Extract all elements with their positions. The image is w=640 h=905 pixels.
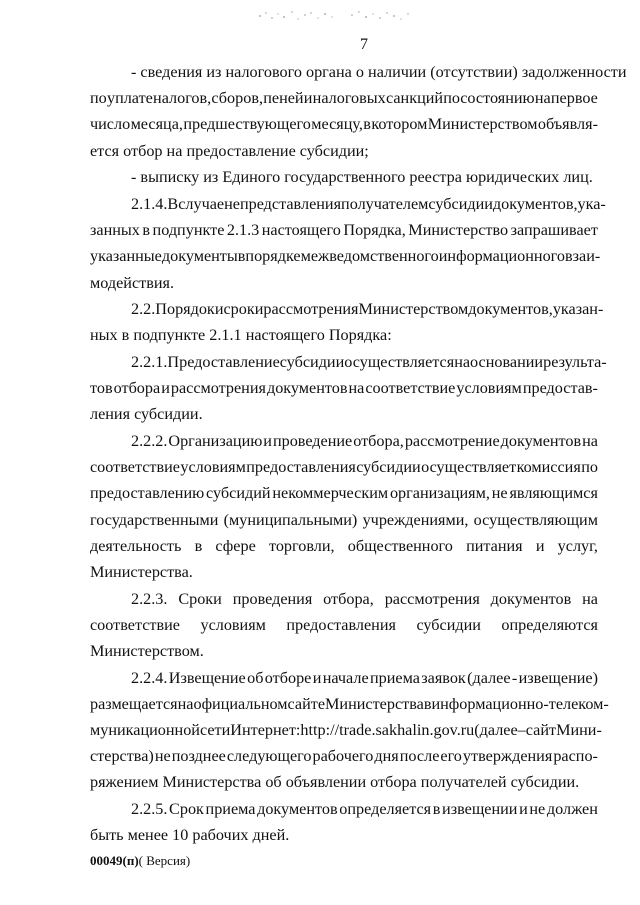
text-line: Министерством.	[90, 642, 204, 660]
text-line: стерства) не позднее следующего рабочего дня после его утверждения распо-	[90, 747, 598, 765]
text-line: государственными (муниципальными) учреждениями, осуществляющим	[90, 511, 598, 529]
text-line: 2.2.4. Извещение об отборе и начале приема заявок (далее - извещение)	[131, 669, 598, 687]
text-line: тов отбора и рассмотрения документов на соответствие условиям предостав-	[90, 379, 598, 397]
text-line: Министерства.	[90, 563, 193, 581]
text-line: ряжением Министерства об объявлении отбора получателей субсидии.	[90, 773, 580, 791]
text-line: 2.2. Порядок и сроки рассмотрения Министерством документов, указан-	[131, 300, 604, 318]
text-line: 2.1.4. В случае непредставления получателем субсидии документов, ука-	[131, 195, 606, 213]
text-line: число месяца, предшествующего месяцу, в котором Министерством объявля-	[90, 115, 598, 133]
text-line: указанные документы в порядке межведомственного информационного взаи-	[90, 247, 601, 265]
text-line: предоставлению субсидий некоммерческим организациям, не являющимся	[90, 484, 598, 502]
text-line: ется отбор на предоставление субсидии;	[90, 142, 369, 160]
text-line: 2.2.5. Срок приема документов определяется в извещении и не должен	[131, 800, 598, 818]
text-line: - выписку из Единого государственного реестра юридических лиц.	[131, 168, 593, 186]
text-line: 2.2.1. Предоставление субсидии осуществляется на основании результа-	[131, 353, 607, 371]
text-line: муникационной сети Интернет: http://trade.sakhalin.gov.ru (далее – сайт Мини-	[90, 721, 602, 739]
document-version: ( Версия)	[138, 853, 191, 868]
text-line: ных в подпункте 2.1.1 настоящего Порядка:	[90, 326, 392, 344]
scan-artifact	[248, 6, 418, 24]
footer-code	[90, 853, 190, 869]
page-number: 7	[360, 36, 368, 53]
text-line: соответствие условиям предоставления субсидии определяются	[90, 616, 598, 634]
text-line: размещается на официальном сайте Министерства в информационно-телеком-	[90, 695, 609, 713]
text-line: 2.2.2. Организацию и проведение отбора, рассмотрение документов на	[131, 432, 598, 450]
text-line: - сведения из налогового органа о наличии (отсутствии) задолженности	[131, 63, 627, 81]
text-line: деятельность в сфере торговли, общественного питания и услуг,	[90, 537, 598, 555]
text-line: 2.2.3. Сроки проведения отбора, рассмотрения документов на	[131, 590, 598, 608]
text-line: по уплате налогов, сборов, пеней и налоговых санкций по состоянию на первое	[90, 89, 598, 107]
text-line: занных в подпункте 2.1.3 настоящего Порядка, Министерство запрашивает	[90, 221, 598, 239]
text-line: соответствие условиям предоставления субсидии осуществляет комиссия по	[90, 458, 598, 476]
text-line: быть менее 10 рабочих дней.	[90, 826, 290, 844]
text-line: ления субсидии.	[90, 405, 203, 423]
document-code: 00049(п)	[90, 853, 139, 868]
text-line: модействия.	[90, 274, 175, 292]
